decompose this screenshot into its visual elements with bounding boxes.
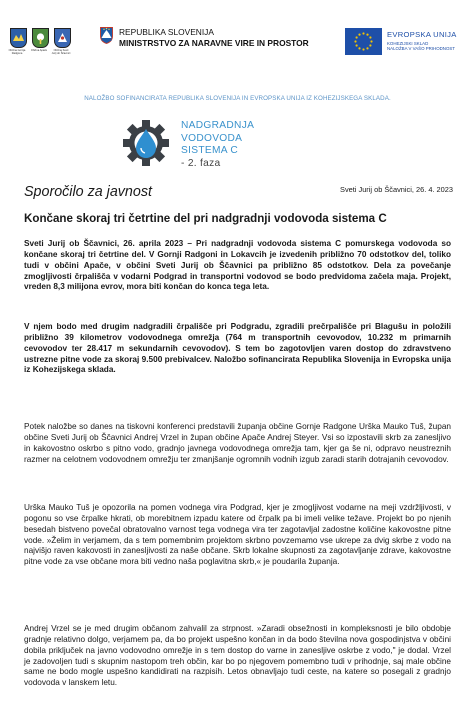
dateline: Sveti Jurij ob Ščavnici, 26. 4. 2023: [340, 185, 453, 194]
eu-flag-icon: [345, 28, 382, 55]
ministry-name: [119, 27, 309, 49]
ministry-line-2: MINISTRSTVO ZA NARAVNE VIRE IN PROSTOR: [119, 38, 309, 48]
municipal-crests: [8, 22, 72, 64]
cofinancing-notice: NALOŽBO SOFINANCIRATA REPUBLIKA SLOVENIJA IN EVROPSKA UNIJA IZ KOHEZIJSKEGA SKLADA.: [84, 95, 391, 102]
eu-subtitle: [387, 41, 455, 52]
project-logo-text: [181, 120, 254, 170]
logo-line-4: - 2. faza: [181, 157, 221, 169]
gear-water-drop-icon: [120, 117, 172, 169]
sveti-jurij-crest-icon: [54, 28, 71, 48]
document-type-label: Sporočilo za javnost: [24, 184, 152, 200]
logo-line-1: NADGRADNJA: [181, 120, 255, 131]
paragraph-press-conference: Potek naložbe so danes na tiskovni konferenci predstavili županja občine Gornje Radgone Urška Mauko Tuš, župan občine Sveti Jurij ob Ščavnici Andrej Vrzel in župan občine Apače Andrej Steyer. Vsi so izpostavili skrb za zanesljivo in kakovostno oskrbo s pitno vodo, gradnjo javnega vodovodnega omrežja tam, kjer ga še ni, odpravo neustreznih razmer na celotnem vodovodnem omrežju ter zmanjšanje ogromnih vodnih izgub zaradi starih dotrajanih cevovodov.: [24, 422, 451, 464]
headline: Končane skoraj tri četrtine del pri nadgradnji vodovoda sistema C: [24, 212, 387, 225]
eu-title: EVROPSKA UNIJA: [387, 30, 457, 39]
crest-label-apace: Občina Apače: [30, 49, 48, 52]
crest-label-gornja-radgona: Občina Gornja Radgona: [8, 49, 26, 55]
gornja-radgona-crest-icon: [10, 28, 27, 48]
paragraph-lead: Sveti Jurij ob Ščavnici, 26. aprila 2023 – Pri nadgradnji vodovoda sistema C pomurskega vodovoda so končane skoraj tri četrtine del. V Gornji Radgoni in Lokavcih je izvedenih približno 70 odstotkov del, toliko tudi v občini Apače, v občini Sveti Jurij ob Ščavnici pa približno 85 odstotkov. Dela za povečanje zmogljivosti črpališča v vodarni Podgrad in transportni vodovod se bodo predvidoma začela maja. Projekt, vreden 8,3 milijona evrov, mora biti končan do konca tega leta.: [24, 239, 451, 292]
paragraph-project-scope: V njem bodo med drugim nadgradili črpališče pri Podgradu, zgradili prečrpališče pri Blagušu in položili približno 39 kilometrov vodovodnega omrežja (764 m transportnih cevovodov, 10.232 m primarnih cevovodov ter 28.417 m sekundarnih cevovodov). S tem bo zagotovljen varen dostop do zdravstveno ustrezne pitne vode za skoraj 9.500 prebivalcev. Naložbo sofinancirata Republika Slovenija in Evropska unija iz Kohezijskega sklada.: [24, 322, 451, 375]
eu-tagline: NALOŽBA V VAŠO PRIHODNOST: [387, 46, 455, 52]
paragraph-mauko-tus: Urška Mauko Tuš je opozorila na pomen vodnega vira Podgrad, kjer je zmogljivost vodarne na meji vzdržljivosti, v pogonu so vse črpalke hkrati, ob morebitnem izpadu katere od črpalk pa bi imeli velike težave. Projekt bo po njenih besedah bistveno povečal obratovalno varnost tega vodnega vira ter zagotavljal zadostne količine kakovostne pitne vode. »Želim in verjamem, da s tem pomembnim projektom skrbno povzemamo vse ukrepe za dvig skrbe z vodo na najvišjo raven kakovosti in zanesljivosti za naše občane. Skrb lokalne skupnosti za zagotavljanje zdrave, kakovostne pitne vode za vse občane mora biti vedno naša poglavitna skrb,« je poudarila županja.: [24, 503, 451, 567]
eu-cohesion-fund-logo: [345, 28, 463, 58]
eu-fund-name: KOHEZIJSKI SKLAD: [387, 41, 429, 46]
crest-label-sveti-jurij: Občina Sveti Jurij ob Ščavnici: [51, 49, 71, 55]
ministry-line-1: REPUBLIKA SLOVENIJA: [119, 27, 214, 37]
logo-line-2: VODOVODA: [181, 132, 243, 144]
logo-line-3: SISTEMA C: [181, 145, 239, 157]
paragraph-vrzel: Andrej Vrzel se je med drugim občanom zahvalil za strpnost. »Zaradi obsežnosti in kompleksnosti je bilo obdobje gradnje relativno dolgo, verjamem pa, da bo projekt uspešno končan in da bodo številna nova gospodinjstva v občini dobila priključek na javno vodovodno omrežje in s tem dostop do varne in zanesljive oskrbe z vodo," je dodal. Vrzel je zadovoljen tudi s skupnim nastopom treh občin, kar bo po njegovem pomembno tudi v prihodnje, saj male občine same ne bodo mogle uspešno kandidirati na razpisih. Letos obnavljajo tudi ceste, na katere so posegali z gradnjo vodovoda v lanskem letu.: [24, 624, 451, 688]
apace-crest-icon: [32, 28, 49, 48]
slovenia-coat-of-arms-icon: [100, 27, 113, 44]
